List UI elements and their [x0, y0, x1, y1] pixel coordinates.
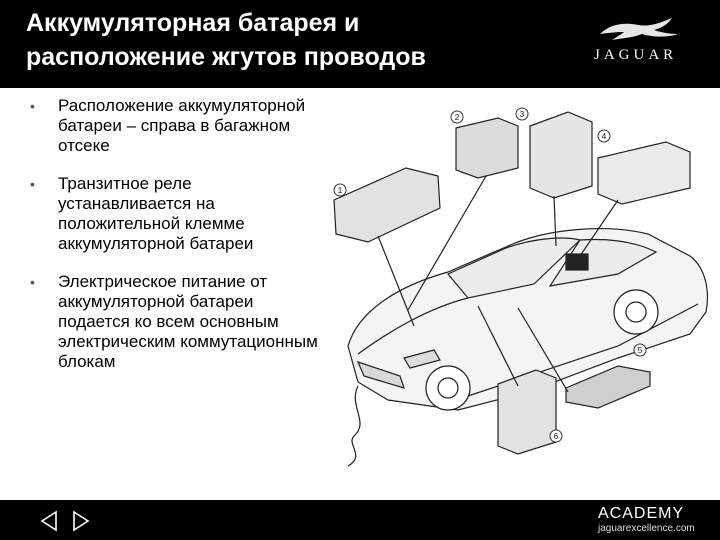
- bullet-marker: •: [30, 176, 35, 192]
- rear-wheel: [614, 290, 658, 334]
- academy-label: ACADEMY: [598, 505, 685, 522]
- previous-slide-icon[interactable]: [38, 509, 60, 533]
- header-bar: [0, 0, 720, 88]
- bullet-text: Расположение аккумуляторной батареи – справа в багажном отсеке: [58, 96, 306, 155]
- bullet-marker: •: [30, 274, 35, 290]
- slide-title: Аккумуляторная батарея и расположение жгутов проводов: [26, 9, 426, 71]
- website-label: jaguarexcellence.com: [598, 523, 695, 534]
- bullet-marker: •: [30, 98, 35, 114]
- bullet-list: [30, 96, 320, 390]
- jaguar-wordmark: JAGUAR: [594, 47, 678, 63]
- next-slide-icon[interactable]: [70, 509, 92, 533]
- callout-6-label: 6: [553, 432, 559, 441]
- callout-5-label: 5: [637, 346, 643, 355]
- car-wiring-illustration: [318, 96, 718, 492]
- component-4-battery: [598, 142, 690, 204]
- bullet-item: [30, 96, 320, 156]
- front-wheel: [426, 366, 470, 410]
- boot-battery: [566, 254, 588, 270]
- callout-2-label: 2: [454, 113, 460, 122]
- callout-3-label: 3: [519, 110, 525, 119]
- component-2-relay-block: [456, 118, 518, 178]
- bullet-text: Электрическое питание от аккумуляторной батареи подается ко всем основным электрическим коммутационным блокам: [58, 272, 318, 371]
- component-6-fusebox: [498, 370, 556, 454]
- bullet-item: [30, 174, 320, 254]
- component-1-fusebox: [334, 168, 440, 242]
- component-3-rear-fusebox: [530, 112, 592, 198]
- callout-4-label: 4: [601, 132, 607, 141]
- bullet-item: [30, 272, 320, 372]
- callout-1-label: 1: [337, 186, 343, 195]
- wiring-harness: [348, 386, 360, 466]
- bullet-text: Транзитное реле устанавливается на положительной клемме аккумуляторной батареи: [58, 174, 254, 253]
- jaguar-leaper-logo: [588, 12, 688, 46]
